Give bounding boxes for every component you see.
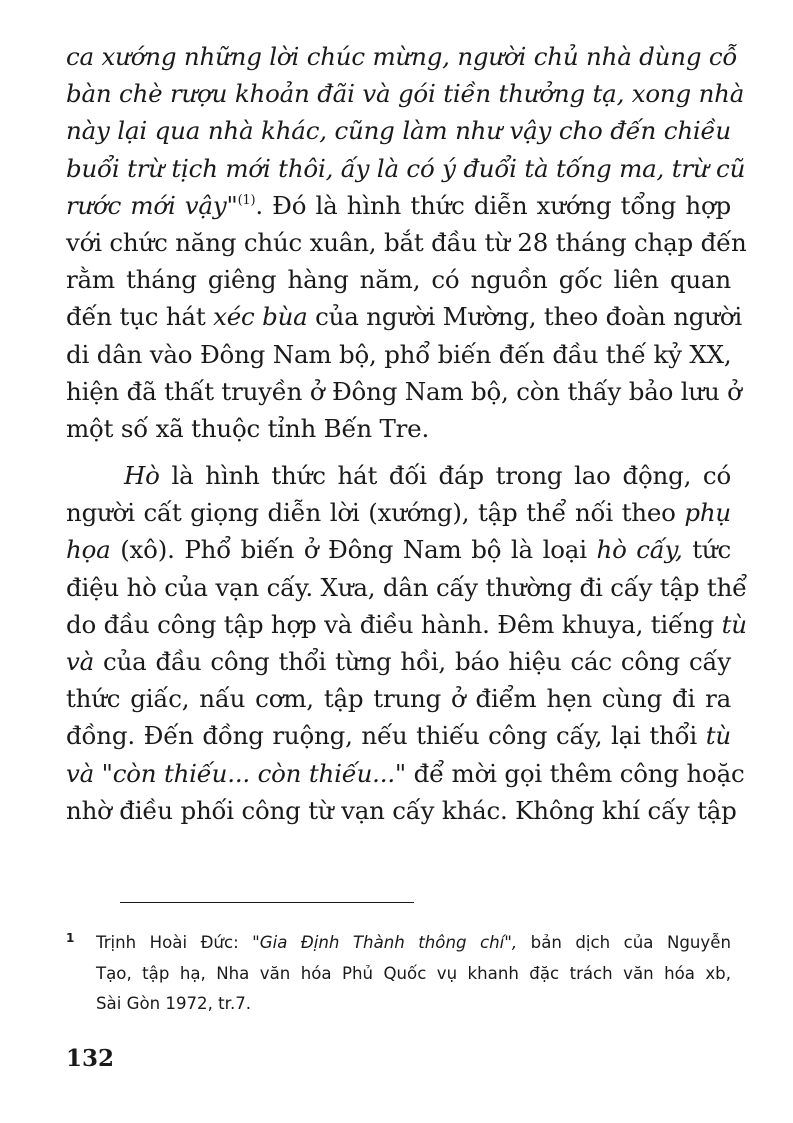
page-number: 132 (66, 1045, 115, 1072)
text-line: với chức năng chúc xuân, bắt đầu từ 28 tháng chạp đến (66, 227, 747, 257)
text-line: buổi trừ tịch mới thôi, ấy là có ý đuổi tà tống ma, trừ cũ (66, 153, 746, 183)
text-line: ca xướng những lời chúc mừng, người chủ nhà dùng cỗ (66, 42, 738, 71)
text-line: rước mới vậy"$^{(1)}$. Đó là hình thức diễn xướng tổng hợp (66, 190, 731, 220)
footnote (66, 928, 731, 1020)
text-line: và "còn thiếu... còn thiếu..." để mời gọi thêm công hoặc (66, 758, 745, 788)
text-line: Hò là hình thức hát đối đáp trong lao động, có (124, 461, 731, 491)
text-line: di dân vào Đông Nam bộ, phổ biến đến đầu thế kỷ XX, (66, 339, 732, 369)
text-line: nhờ điều phối công từ vạn cấy khác. Không khí cấy tập (66, 795, 737, 825)
footnote-line: Sài Gòn 1972, tr.7. (96, 994, 252, 1013)
text-line: hiện đã thất truyền ở Đông Nam bộ, còn thấy bảo lưu ở (66, 376, 742, 406)
text-line: điệu hò của vạn cấy. Xưa, dân cấy thường đi cấy tập thể (66, 572, 748, 602)
text-line: do đầu công tập hợp và điều hành. Đêm khuya, tiếng tù (66, 609, 747, 639)
text-line: bàn chè rượu khoản đãi và gói tiền thưởng tạ, xong nhà (66, 79, 745, 109)
paragraph-2 (66, 457, 748, 829)
footnote-reference[interactable]: (1) (237, 192, 256, 208)
text-line: họa (xô). Phổ biến ở Đông Nam bộ là loại hò cấy, tức (66, 535, 731, 565)
footnote-line: Tạo, tập hạ, Nha văn hóa Phủ Quốc vụ khanh đặc trách văn hóa xb, (96, 963, 731, 983)
paragraph-1 (66, 38, 747, 447)
footnote-divider (120, 902, 414, 903)
text-line: và của đầu công thổi từng hồi, báo hiệu các công cấy (66, 647, 731, 676)
main-text (66, 38, 748, 829)
text-line: này lại qua nhà khác, cũng làm như vậy cho đến chiều (66, 116, 731, 146)
text-line: rằm tháng giêng hàng năm, có nguồn gốc liên quan (66, 265, 731, 295)
text-line: một số xã thuộc tỉnh Bến Tre. (66, 413, 430, 443)
text-line: thức giấc, nấu cơm, tập trung ở điểm hẹn cùng đi ra (66, 684, 731, 714)
text-line: người cất giọng diễn lời (xướng), tập thể nối theo phụ (66, 498, 731, 528)
text-line: đồng. Đến đồng ruộng, nếu thiếu công cấy, lại thổi tù (66, 721, 731, 751)
footnote-marker: 1 (66, 931, 75, 945)
footnote-line: 1 Trịnh Hoài Đức: "Gia Định Thành thông chí", bản dịch của Nguyễn (66, 928, 731, 959)
text-line: đến tục hát xéc bùa của người Mường, theo đoàn người (66, 302, 743, 332)
